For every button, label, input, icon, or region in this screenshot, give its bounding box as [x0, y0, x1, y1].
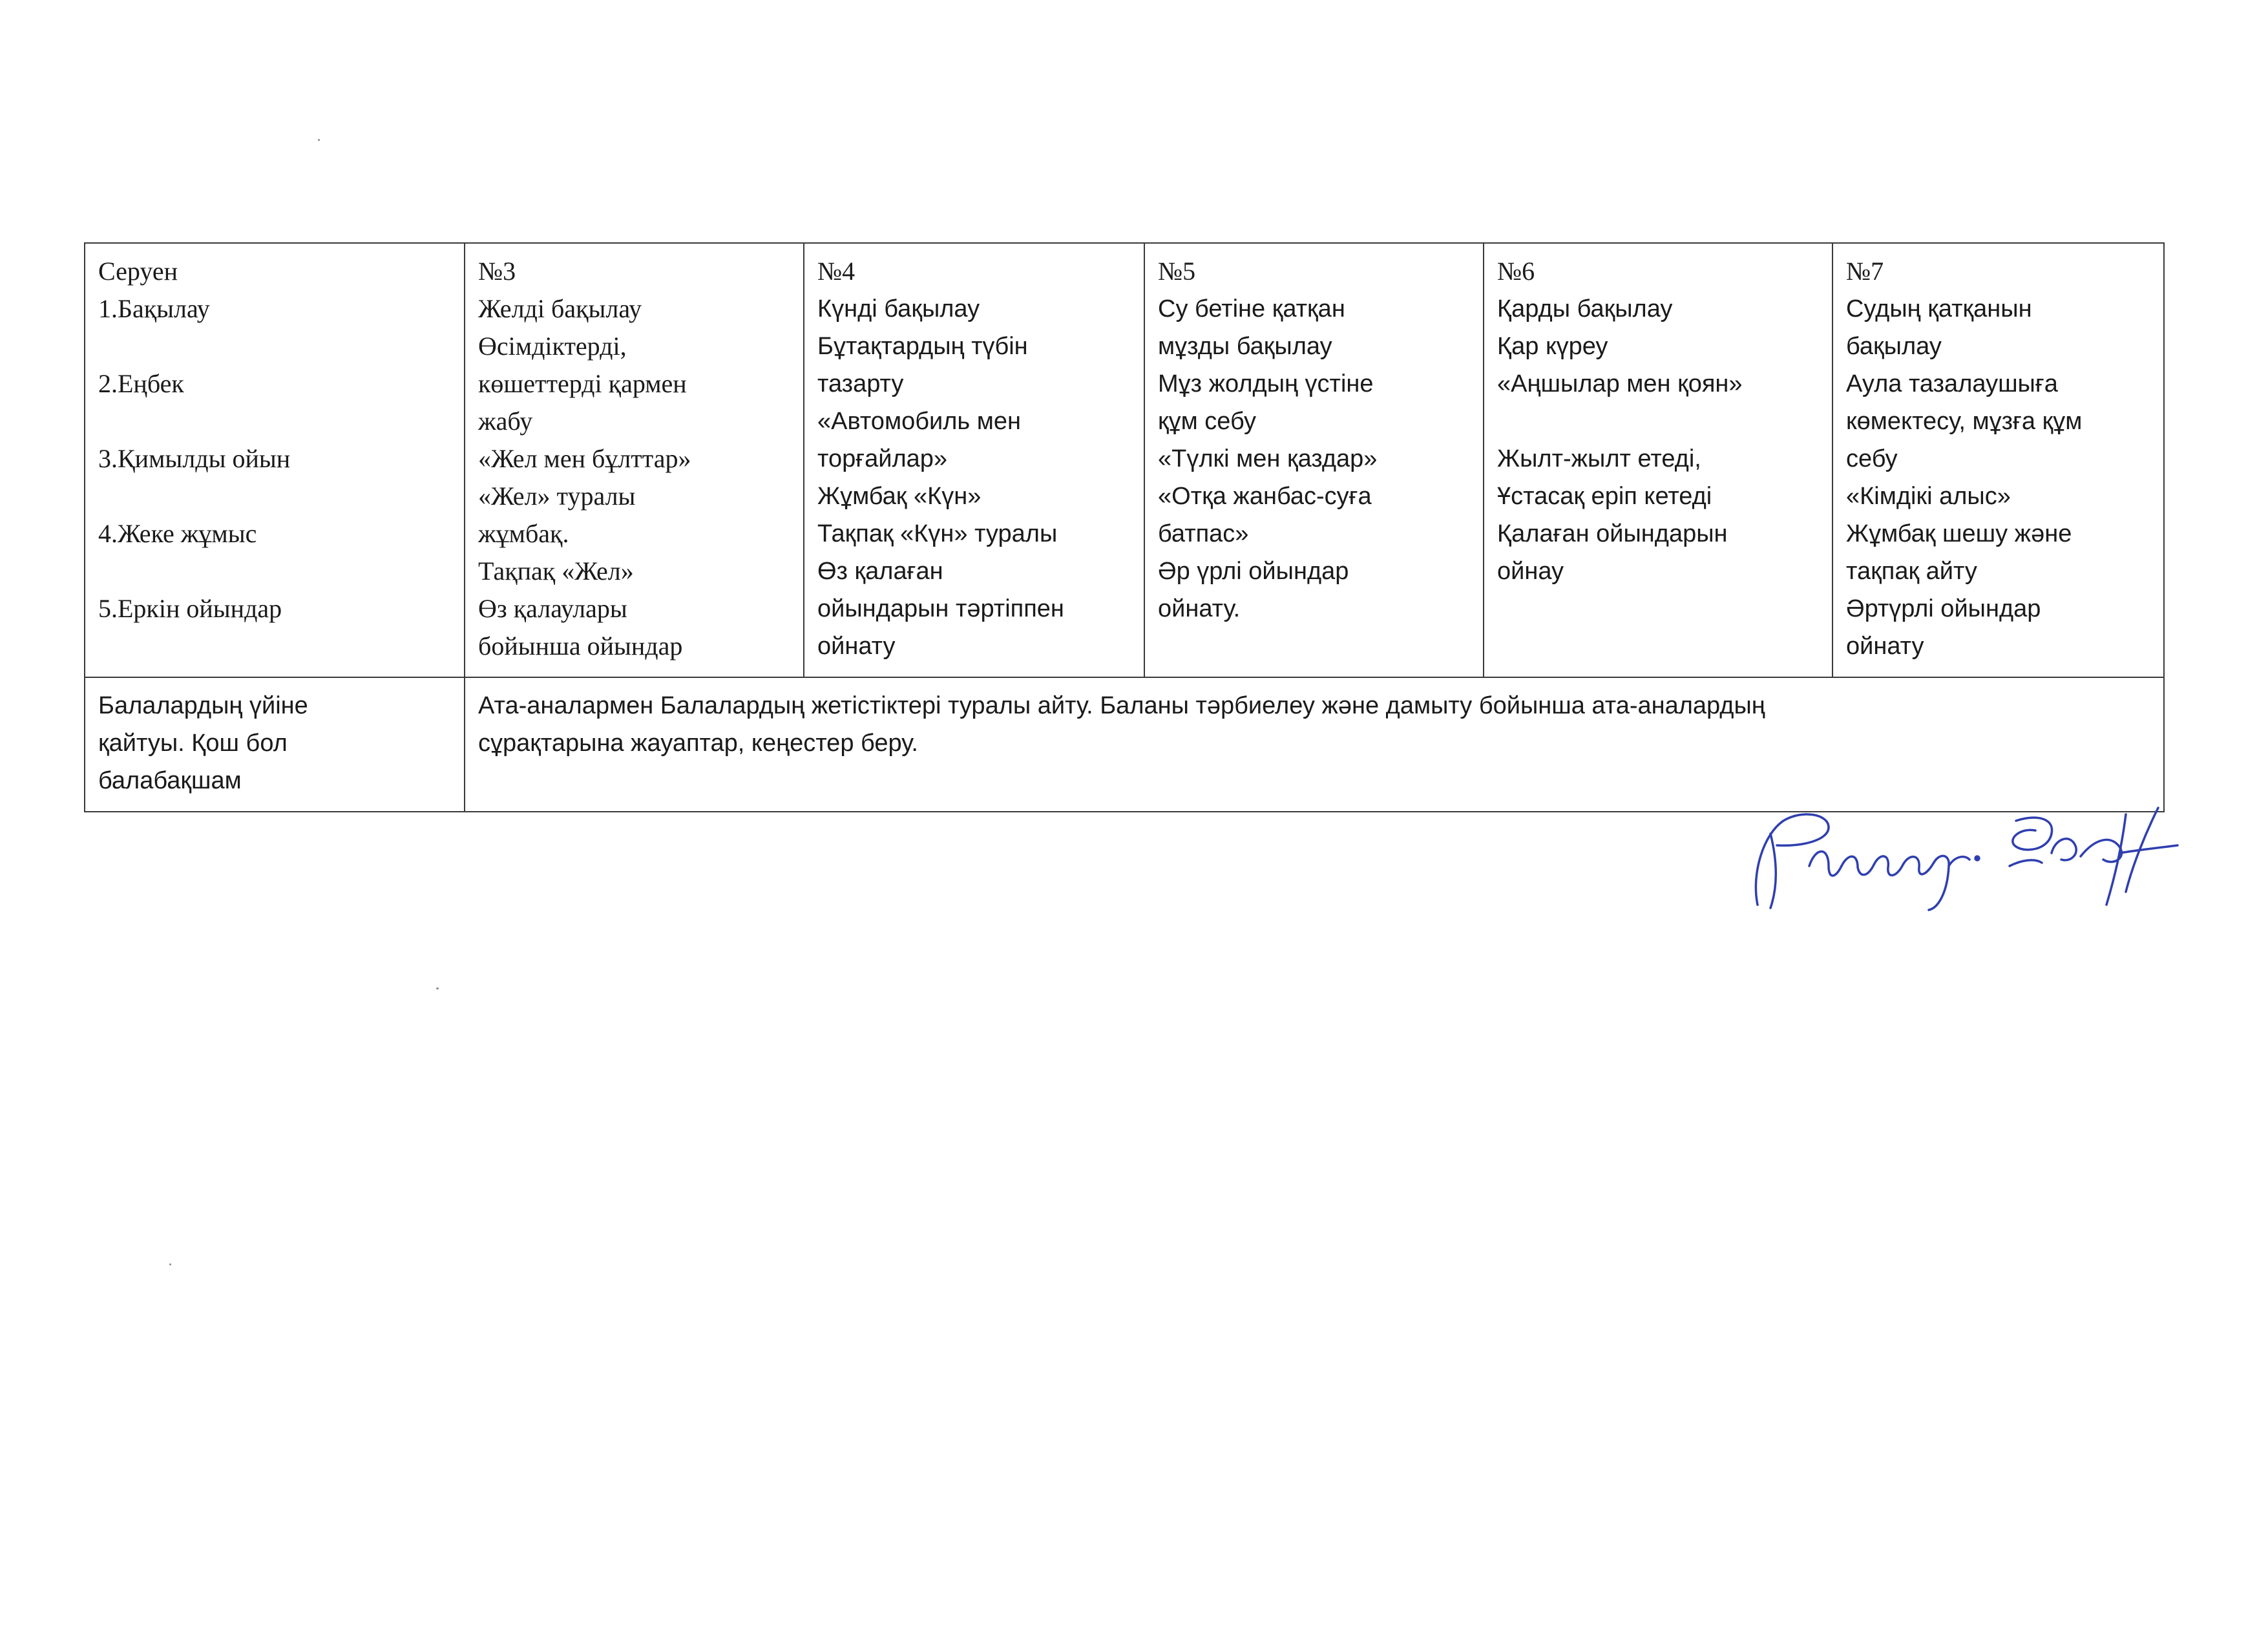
- day-line: көшеттерді қармен: [478, 369, 687, 398]
- walk-item-active-game: 3.Қимылды ойын: [98, 444, 291, 473]
- day-number: №4: [817, 257, 856, 286]
- day-line: «Отқа жанбас-суға: [1158, 483, 1372, 510]
- home-row: [85, 677, 2164, 812]
- home-text-line: сұрақтарына жауаптар, кеңестер беру.: [478, 730, 918, 757]
- day-line: «Жел» туралы: [478, 481, 636, 511]
- day-line: тақпақ айту: [1846, 558, 1977, 585]
- day-line: Жұмбақ «Күн»: [817, 483, 982, 510]
- home-label-line: балабақшам: [98, 767, 242, 794]
- day-cell-6: [1484, 243, 1832, 677]
- day-line: тазарту: [817, 370, 904, 397]
- walk-item-individual-work: 4.Жеке жұмыс: [98, 519, 257, 548]
- day-line: ойнату: [1846, 633, 1924, 660]
- day-line: Өз қалаған: [817, 558, 943, 585]
- walk-row: [85, 243, 2164, 677]
- walk-item-labour: 2.Еңбек: [98, 369, 184, 398]
- home-label-line: Балалардың үйіне: [98, 692, 308, 719]
- day-cell-3: [465, 243, 804, 677]
- day-line: «Түлкі мен қаздар»: [1158, 445, 1378, 472]
- home-label-line: қайтуы. Қош бол: [98, 730, 288, 757]
- day-line: Әртүрлі ойындар: [1846, 595, 2041, 622]
- day-number: №6: [1497, 257, 1535, 286]
- day-line: жұмбақ.: [478, 519, 569, 548]
- day-line: Өз қалаулары: [478, 594, 627, 623]
- handwritten-signature: [1732, 795, 2210, 911]
- day-line: Бұтақтардың түбін: [817, 333, 1028, 360]
- day-line: Желді бақылау: [478, 294, 642, 323]
- day-line: құм себу: [1158, 408, 1256, 435]
- day-line: Тақпақ «Күн» туралы: [817, 520, 1058, 547]
- day-cell-4: [804, 243, 1144, 677]
- day-line: «Жел мен бұлттар»: [478, 444, 691, 473]
- day-line: Мұз жолдың үстіне: [1158, 370, 1374, 397]
- day-line: бойынша ойындар: [478, 631, 683, 660]
- scan-speck: [169, 1263, 171, 1265]
- walk-title: Серуен: [98, 257, 178, 286]
- day-line: бақылау: [1846, 333, 1942, 360]
- day-line: Жылт-жылт етеді,: [1497, 445, 1701, 472]
- walk-item-free-games: 5.Еркін ойындар: [98, 594, 282, 623]
- home-label-cell: [85, 677, 465, 812]
- day-number: №5: [1158, 257, 1196, 286]
- walk-label-cell: [85, 243, 465, 677]
- day-cell-7: [1832, 243, 2164, 677]
- day-line: Қар күреу: [1497, 333, 1608, 360]
- scan-speck: [318, 139, 320, 141]
- day-line: Күнді бақылау: [817, 295, 980, 322]
- day-line: Су бетіне қатқан: [1158, 295, 1345, 322]
- walk-item-observation: 1.Бақылау: [98, 294, 210, 323]
- day-line: торғайлар»: [817, 445, 948, 472]
- day-line: «Кімдікі алыс»: [1846, 483, 2011, 510]
- day-line: ойнату.: [1158, 595, 1241, 622]
- day-line: Қалаған ойындарын: [1497, 520, 1728, 547]
- day-line: Аула тазалаушыға: [1846, 370, 2058, 397]
- day-line: себу: [1846, 445, 1898, 472]
- day-line: жабу: [478, 407, 533, 436]
- day-line: ойнату: [817, 633, 896, 660]
- home-text-cell: [465, 677, 2164, 812]
- day-line: Әр үрлі ойындар: [1158, 558, 1349, 585]
- day-line: ойындарын тәртіппен: [817, 595, 1064, 622]
- day-line: көмектесу, мұзға құм: [1846, 408, 2083, 435]
- day-line: «Аңшылар мен қоян»: [1497, 370, 1743, 397]
- day-line: Қарды бақылау: [1497, 295, 1673, 322]
- day-number: №3: [478, 257, 516, 286]
- day-line: Тақпақ «Жел»: [478, 556, 634, 586]
- day-line: Судың қатқанын: [1846, 295, 2032, 322]
- day-line: батпас»: [1158, 520, 1249, 547]
- day-line: ойнау: [1497, 558, 1564, 585]
- day-line: Ұстасақ еріп кетеді: [1497, 483, 1712, 510]
- day-number: №7: [1846, 257, 1884, 286]
- daily-plan-table: [84, 242, 2165, 812]
- day-line: Өсімдіктерді,: [478, 332, 627, 361]
- scan-speck: [436, 988, 439, 989]
- day-line: Жұмбақ шешу және: [1846, 520, 2072, 547]
- day-line: мұзды бақылау: [1158, 333, 1332, 360]
- home-text-line: Ата-аналармен Балалардың жетістіктері туралы айту. Баланы тәрбиелеу және дамыту бойынша ата-аналардың: [478, 692, 1765, 719]
- day-line: «Автомобиль мен: [817, 408, 1021, 435]
- day-cell-5: [1144, 243, 1484, 677]
